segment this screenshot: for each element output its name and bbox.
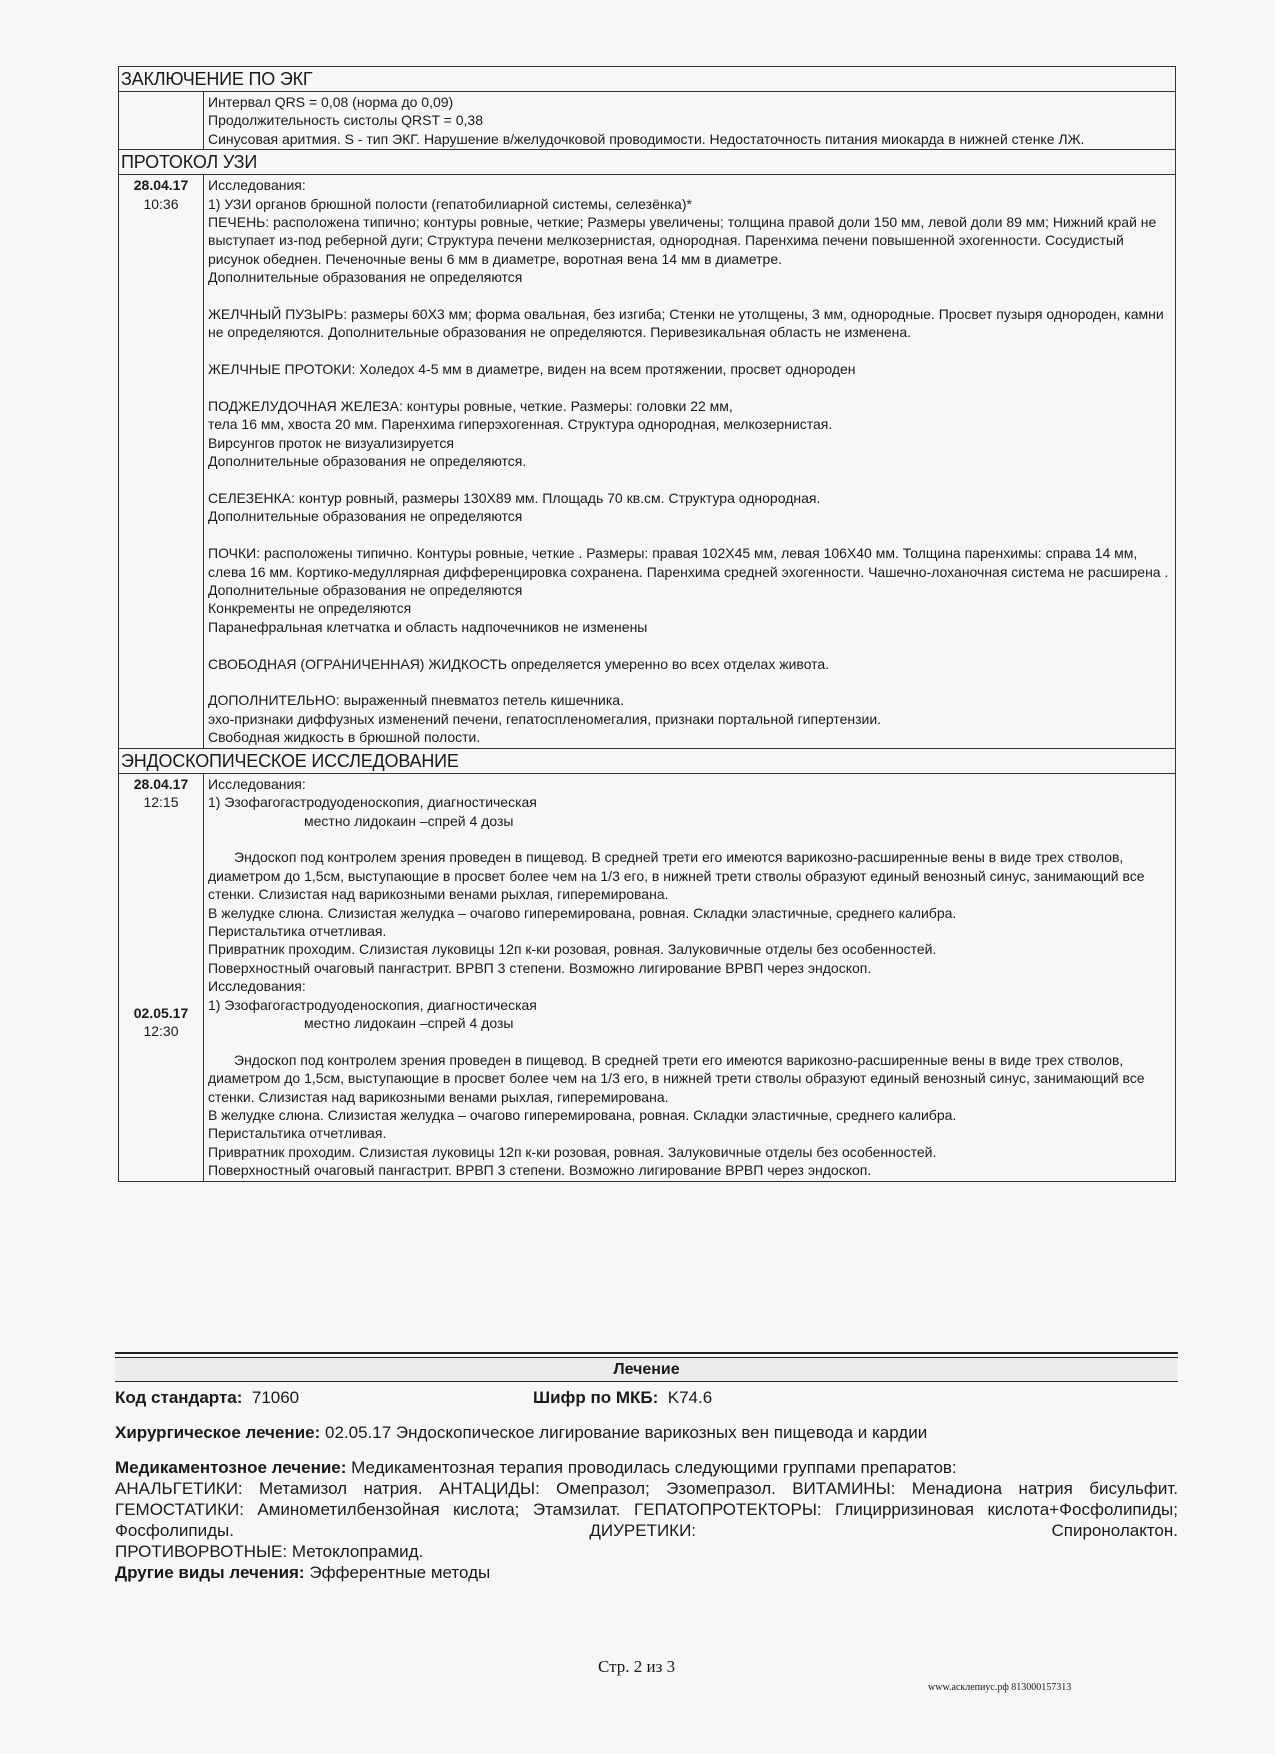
blank-line — [208, 471, 1171, 489]
entry-heading: Исследования: — [208, 978, 306, 995]
surgical-text: 02.05.17 Эндоскопическое лигирование варикозных вен пищевода и кардии — [325, 1423, 928, 1442]
entry-line: Перистальтика отчетливая. — [208, 922, 387, 939]
entry-anesthesia: местно лидокаин –спрей 4 дозы — [304, 812, 514, 829]
endoscopy-content — [204, 773, 1176, 1181]
entry-line: В желудке слюна. Слизистая желудка – очагово гиперемирована, ровная. Складки эластичные, среднего калибра. — [208, 904, 957, 921]
ultrasound-section-title: ПРОТОКОЛ УЗИ — [119, 150, 1176, 175]
ultrasound-line: эхо-признаки диффузных изменений печени, гепатоспленомегалия, признаки портальной гипертензии. — [208, 710, 882, 727]
ultrasound-line: Конкременты не определяются — [208, 600, 412, 617]
entry-description: Эндоскоп под контролем зрения проведен в пищевод. В средней трети его имеются варикозно-расширенные вены в виде трех стволов, диаметром до 1,5см, выступающие в просвет более чем на 1/3 его, в нижней трети стволы образуют единый венозный синус, занимающий все стенки. Слизистая над варикозными венами рыхлая, гиперемирована. — [208, 849, 1145, 903]
endoscopy-time: 12:15 — [143, 794, 179, 811]
endoscopy-date: 02.05.17 — [133, 1004, 189, 1021]
ultrasound-line: 1) УЗИ органов брюшной полости (гепатобилиарной системы, селезёнка)* — [208, 195, 692, 212]
ultrasound-line: ПОЧКИ: расположены типично. Контуры ровные, четкие . Размеры: правая 102Х45 мм, левая 106Х40 мм. Толщина паренхимы: справа 14 мм, слева 16 мм. Кортико-медуллярная дифференцировка сохранена. Паренхима средней эхогенности. Чашечно-лоханочная система не расширена . — [208, 545, 1169, 580]
entry-line: В желудке слюна. Слизистая желудка – очагово гиперемирована, ровная. Складки эластичные, среднего калибра. — [208, 1106, 957, 1123]
endoscopy-entry — [208, 775, 1171, 977]
medication-text: АНАЛЬГЕТИКИ: Метамизол натрия. АНТАЦИДЫ: Омепразол; Эзомепразол. ВИТАМИНЫ: Менадиона натрия бисульфит. ГЕМОСТАТИКИ: Аминометилбензойная кислота; Этамзилат. ГЕПАТОПРОТЕКТОРЫ: Глицирризиновая кислота+Фосфолипиды; Фосфолипиды. ДИУРЕТИКИ: Спиронолактон. — [115, 1479, 1178, 1540]
site-footer: www.асклепиус.рф 813000157313 — [928, 1682, 1072, 1693]
ultrasound-line: Свободная жидкость в брюшной полости. — [208, 729, 481, 746]
ultrasound-line: ПОДЖЕЛУДОЧНАЯ ЖЕЛЕЗА: контуры ровные, четкие. Размеры: головки 22 мм, — [208, 398, 733, 415]
ecg-row — [119, 92, 1176, 150]
ultrasound-line: ПЕЧЕНЬ: расположена типично; контуры ровные, четкие; Размеры увеличены; толщина правой доли 150 мм, левой доли 89 мм; Нижний край не выступает из-под реберной дуги; Структура печени мелкозернистая, однородная. Паренхима печени повышенной эхогенности. Сосудистый рисунок обеднен. Печеночные вены 6 мм в диаметре, воротная вена 14 мм в диаметре. — [208, 214, 1157, 267]
ecg-date-cell — [119, 92, 204, 150]
ultrasound-time: 10:36 — [143, 195, 179, 212]
ultrasound-line: Паранефральная клетчатка и область надпочечников не изменены — [208, 618, 648, 635]
endoscopy-time: 12:30 — [143, 1022, 179, 1039]
entry-procedure: 1) Эзофагогастродуоденоскопия, диагностическая — [208, 996, 537, 1013]
ecg-line: Интервал QRS = 0,08 (норма до 0,09) — [208, 94, 454, 110]
surgical-treatment — [115, 1422, 1178, 1443]
ultrasound-line: Дополнительные образования не определяются — [208, 582, 523, 599]
blank-line — [208, 673, 1171, 691]
endoscopy-row — [119, 773, 1176, 1181]
other-text: Эфферентные методы — [309, 1563, 491, 1582]
surgical-label: Хирургическое лечение: — [115, 1423, 321, 1442]
ultrasound-content — [204, 175, 1176, 748]
blank-line — [208, 287, 1171, 305]
standard-code-label: Код стандарта: — [115, 1388, 243, 1407]
blank-line — [208, 636, 1171, 654]
medication-last: ПРОТИВОРВОТНЫЕ: Метоклопрамид. — [115, 1542, 424, 1561]
endoscopy-date: 28.04.17 — [133, 775, 189, 792]
other-label: Другие виды лечения: — [115, 1563, 305, 1582]
ultrasound-date: 28.04.17 — [133, 177, 189, 194]
ultrasound-line: тела 16 мм, хвоста 20 мм. Паренхима гиперэхогенная. Структура однородная, мелкозернистая. — [208, 416, 833, 433]
codes-row — [115, 1388, 1178, 1408]
ultrasound-line: Дополнительные образования не определяются — [208, 269, 523, 286]
blank-line — [208, 526, 1171, 544]
entry-procedure: 1) Эзофагогастродуоденоскопия, диагностическая — [208, 794, 537, 811]
ecg-line: Продолжительность систолы QRST = 0,38 — [208, 112, 483, 129]
ultrasound-row — [119, 175, 1176, 748]
endoscopy-date-cell — [119, 773, 204, 1181]
ultrasound-line: ЖЕЛЧНЫЕ ПРОТОКИ: Холедох 4-5 мм в диаметре, виден на всем протяжении, просвет однороден — [208, 361, 856, 378]
endoscopy-entry — [208, 977, 1171, 1179]
entry-line: Привратник проходим. Слизистая луковицы 12п к-ки розовая, ровная. Залуковичные отделы без особенностей. — [208, 1143, 937, 1160]
report-table — [118, 66, 1176, 1182]
blank-line — [208, 379, 1171, 397]
entry-line: Привратник проходим. Слизистая луковицы 12п к-ки розовая, ровная. Залуковичные отделы без особенностей. — [208, 941, 937, 958]
ultrasound-line: СВОБОДНАЯ (ОГРАНИЧЕННАЯ) ЖИДКОСТЬ определяется умеренно во всех отделах живота. — [208, 655, 830, 672]
medical-report — [118, 66, 1176, 1182]
medication-treatment — [115, 1457, 1178, 1562]
ultrasound-line: ДОПОЛНИТЕЛЬНО: выраженный пневматоз петель кишечника. — [208, 692, 624, 709]
entry-line: Поверхностный очаговый пангастрит. ВРВП 3 степени. Возможно лигирование ВРВП через эндоскоп. — [208, 1162, 872, 1179]
entry-line: Перистальтика отчетливая. — [208, 1125, 387, 1142]
ultrasound-line: СЕЛЕЗЕНКА: контур ровный, размеры 130Х89 мм. Площадь 70 кв.см. Структура однородная. — [208, 490, 821, 507]
entry-line: Поверхностный очаговый пангастрит. ВРВП 3 степени. Возможно лигирование ВРВП через эндоскоп. — [208, 959, 872, 976]
ecg-section-title: ЗАКЛЮЧЕНИЕ ПО ЭКГ — [119, 67, 1176, 92]
entry-description: Эндоскоп под контролем зрения проведен в пищевод. В средней трети его имеются варикозно-расширенные вены в виде трех стволов, диаметром до 1,5см, выступающие в просвет более чем на 1/3 его, в нижней трети стволы образуют единый венозный синус, занимающий все стенки. Слизистая над варикозными венами рыхлая, гиперемирована. — [208, 1051, 1145, 1105]
ultrasound-line: Дополнительные образования не определяются — [208, 508, 523, 525]
ecg-content — [204, 92, 1176, 150]
ultrasound-date-cell — [119, 175, 204, 748]
icd-value: K74.6 — [667, 1388, 713, 1407]
treatment-section — [115, 1352, 1178, 1583]
ultrasound-line: Вирсунгов проток не визуализируется — [208, 434, 454, 451]
standard-code-value: 71060 — [251, 1388, 300, 1407]
blank-line — [208, 342, 1171, 360]
ultrasound-line: ЖЕЛЧНЫЙ ПУЗЫРЬ: размеры 60Х3 мм; форма овальная, без изгиба; Стенки не утолщены, 3 мм, однородные. Просвет пузыря однороден, камни не определяются. Дополнительные образования не определяются. Перивезикальная область не изменена. — [208, 306, 1164, 341]
medication-label: Медикаментозное лечение: — [115, 1458, 347, 1477]
treatment-title: Лечение — [115, 1358, 1178, 1382]
entry-heading: Исследования: — [208, 775, 306, 792]
entry-anesthesia: местно лидокаин –спрей 4 дозы — [304, 1014, 514, 1031]
icd-label: Шифр по МКБ: — [533, 1388, 659, 1407]
ultrasound-line: Дополнительные образования не определяются. — [208, 453, 527, 470]
ecg-line: Синусовая аритмия. S - тип ЭКГ. Нарушение в/желудочковой проводимости. Недостаточность питания миокарда в нижней стенке ЛЖ. — [208, 130, 1085, 147]
ultrasound-line: Исследования: — [208, 177, 306, 194]
page-number: Стр. 2 из 3 — [598, 1657, 676, 1676]
endoscopy-section-title: ЭНДОСКОПИЧЕСКОЕ ИССЛЕДОВАНИЕ — [119, 748, 1176, 773]
other-treatment — [115, 1562, 1178, 1583]
medication-intro: Медикаментозная терапия проводилась следующими группами препаратов: — [351, 1458, 957, 1477]
